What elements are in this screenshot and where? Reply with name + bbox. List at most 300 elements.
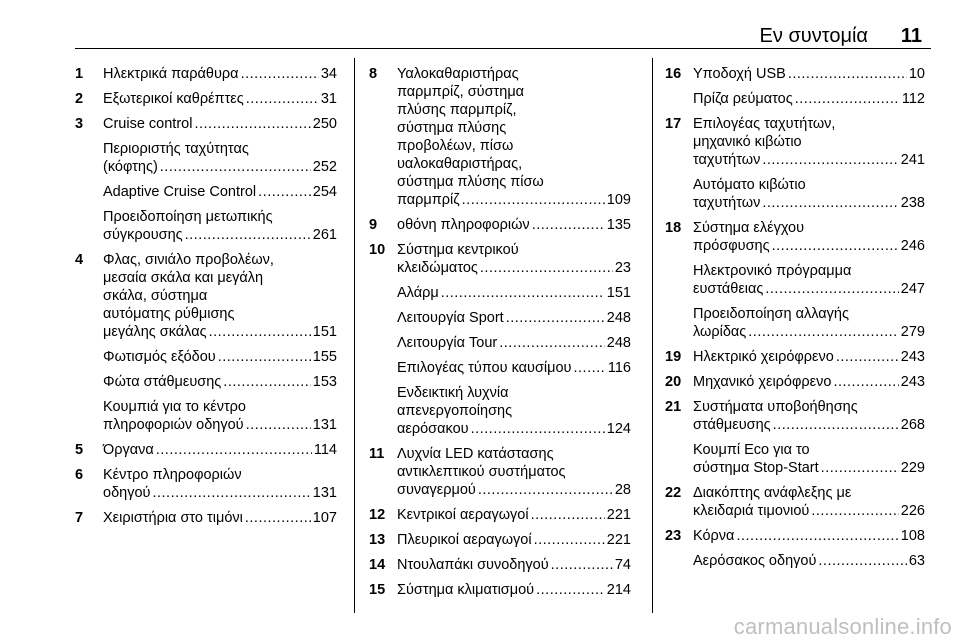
index-entry bbox=[75, 348, 337, 366]
index-entry bbox=[665, 527, 925, 545]
entry-last-line bbox=[693, 280, 925, 298]
index-entry bbox=[665, 65, 925, 83]
page-reference: 10 bbox=[908, 66, 925, 82]
entry-last-line bbox=[397, 309, 631, 327]
index-entry bbox=[665, 176, 925, 212]
entry-text bbox=[693, 262, 925, 298]
entry-label: στάθμευσης bbox=[693, 417, 771, 433]
entry-last-line bbox=[397, 556, 631, 574]
index-entry bbox=[75, 398, 337, 434]
entry-text bbox=[397, 284, 631, 302]
entry-label: Όργανα bbox=[103, 442, 154, 458]
entry-label: Σύστημα κλιματισμού bbox=[397, 582, 535, 598]
entry-text bbox=[103, 208, 337, 244]
entry-line: παρμπρίζ, σύστημα bbox=[397, 84, 525, 100]
item-number: 23 bbox=[665, 528, 682, 544]
index-entry bbox=[75, 251, 337, 341]
entry-label: οδηγού bbox=[103, 485, 151, 501]
item-number bbox=[369, 359, 397, 377]
entry-label: λωρίδας bbox=[693, 324, 747, 340]
entry-text bbox=[397, 241, 631, 277]
dot-leader bbox=[821, 459, 899, 477]
entry-text bbox=[693, 484, 925, 520]
dot-leader bbox=[795, 90, 900, 108]
entry-text bbox=[693, 348, 925, 366]
index-entry bbox=[369, 309, 631, 327]
entry-line: απενεργοποίησης bbox=[397, 403, 513, 419]
entry-label: πρόσφυσης bbox=[693, 238, 770, 254]
entry-text bbox=[693, 65, 925, 83]
entry-last-line bbox=[397, 420, 631, 438]
entry-text bbox=[103, 373, 337, 391]
item-number: 20 bbox=[665, 374, 682, 390]
page-reference: 246 bbox=[900, 238, 925, 254]
entry-text bbox=[693, 441, 925, 477]
entry-line: Υαλοκαθαριστήρας bbox=[397, 66, 519, 82]
dot-leader bbox=[531, 506, 605, 524]
entry-text bbox=[103, 90, 337, 108]
index-entry bbox=[75, 90, 337, 108]
entry-text bbox=[103, 348, 337, 366]
entry-text bbox=[693, 219, 925, 255]
page-reference: 243 bbox=[900, 374, 925, 390]
entry-last-line bbox=[103, 183, 337, 201]
dot-leader bbox=[156, 441, 312, 459]
index-entry bbox=[369, 384, 631, 438]
entry-last-line bbox=[693, 65, 925, 83]
page-reference: 109 bbox=[606, 192, 631, 208]
dot-leader bbox=[836, 348, 899, 366]
entry-line: αυτόματης ρύθμισης bbox=[103, 306, 235, 322]
entry-last-line bbox=[693, 151, 925, 169]
dot-leader bbox=[765, 280, 898, 298]
entry-text bbox=[103, 251, 337, 341]
index-entry bbox=[665, 219, 925, 255]
entry-last-line bbox=[693, 552, 925, 570]
index-entry bbox=[369, 445, 631, 499]
entry-last-line bbox=[103, 65, 337, 83]
page-reference: 31 bbox=[320, 91, 337, 107]
item-number bbox=[665, 552, 693, 570]
entry-label: συναγερμού bbox=[397, 482, 476, 498]
entry-label: Αερόσακος οδηγού bbox=[693, 553, 817, 569]
index-entry bbox=[75, 509, 337, 527]
dot-leader bbox=[811, 502, 898, 520]
entry-line: αντικλεπτικού συστήματος bbox=[397, 464, 566, 480]
entry-last-line bbox=[103, 441, 337, 459]
entry-label: Λειτουργία Tour bbox=[397, 335, 498, 351]
item-number bbox=[665, 262, 693, 298]
page-reference: 279 bbox=[900, 324, 925, 340]
item-number: 17 bbox=[665, 116, 682, 132]
entry-label: Ηλεκτρικό χειρόφρενο bbox=[693, 349, 834, 365]
index-entry bbox=[665, 484, 925, 520]
entry-line: Ενδεικτική λυχνία bbox=[397, 385, 509, 401]
entry-last-line bbox=[397, 191, 631, 209]
entry-label: Φώτα στάθμευσης bbox=[103, 374, 222, 390]
entry-last-line bbox=[693, 323, 925, 341]
entry-label: Φωτισμός εξόδου bbox=[103, 349, 216, 365]
entry-last-line bbox=[397, 359, 631, 377]
entry-line: Διακόπτης ανάφλεξης με bbox=[693, 485, 852, 501]
item-number bbox=[75, 398, 103, 434]
entry-label: Cruise control bbox=[103, 116, 193, 132]
dot-leader bbox=[241, 65, 319, 83]
index-column-2 bbox=[369, 65, 631, 606]
index-entry bbox=[369, 506, 631, 524]
index-entry bbox=[75, 208, 337, 244]
entry-last-line bbox=[693, 348, 925, 366]
entry-text bbox=[397, 556, 631, 574]
entry-label: Ντουλαπάκι συνοδηγού bbox=[397, 557, 549, 573]
entry-label: σύστημα Stop-Start bbox=[693, 460, 819, 476]
entry-text bbox=[103, 183, 337, 201]
item-number: 1 bbox=[75, 66, 84, 82]
page-reference: 238 bbox=[900, 195, 925, 211]
entry-text bbox=[103, 65, 337, 83]
entry-label: Υποδοχή USB bbox=[693, 66, 786, 82]
entry-last-line bbox=[693, 237, 925, 255]
index-entry bbox=[665, 348, 925, 366]
entry-label: κλειδώματος bbox=[397, 260, 478, 276]
dot-leader bbox=[818, 552, 906, 570]
entry-text bbox=[397, 506, 631, 524]
dot-leader bbox=[480, 259, 613, 277]
entry-text bbox=[693, 552, 925, 570]
dot-leader bbox=[245, 509, 311, 527]
item-number: 10 bbox=[369, 242, 386, 258]
entry-line: σύστημα πλύσης πίσω bbox=[397, 174, 544, 190]
entry-text bbox=[397, 445, 631, 499]
entry-last-line bbox=[397, 531, 631, 549]
index-entry bbox=[75, 65, 337, 83]
index-entry bbox=[75, 115, 337, 133]
entry-last-line bbox=[397, 216, 631, 234]
entry-last-line bbox=[693, 502, 925, 520]
page-reference: 34 bbox=[320, 66, 337, 82]
item-number: 19 bbox=[665, 349, 682, 365]
dot-leader bbox=[551, 556, 613, 574]
dot-leader bbox=[246, 90, 319, 108]
entry-text bbox=[693, 90, 925, 108]
entry-line: Συστήματα υποβοήθησης bbox=[693, 399, 858, 415]
item-number bbox=[665, 90, 693, 108]
page-reference: 131 bbox=[312, 485, 337, 501]
page-reference: 28 bbox=[614, 482, 631, 498]
entry-line: Προειδοποίηση αλλαγής bbox=[693, 306, 849, 322]
entry-text bbox=[397, 384, 631, 438]
dot-leader bbox=[762, 194, 898, 212]
entry-text bbox=[693, 115, 925, 169]
entry-text bbox=[103, 466, 337, 502]
entry-line: σύστημα πλύσης bbox=[397, 120, 507, 136]
entry-text bbox=[103, 441, 337, 459]
index-entry bbox=[369, 581, 631, 599]
entry-last-line bbox=[397, 581, 631, 599]
page-reference: 221 bbox=[606, 507, 631, 523]
index-entry bbox=[665, 115, 925, 169]
entry-text bbox=[397, 581, 631, 599]
page-reference: 116 bbox=[607, 360, 631, 376]
item-number bbox=[665, 441, 693, 477]
item-number: 7 bbox=[75, 510, 84, 526]
page-reference: 131 bbox=[312, 417, 337, 433]
column-divider bbox=[652, 58, 653, 613]
entry-line: υαλοκαθαριστήρας, bbox=[397, 156, 523, 172]
item-number bbox=[665, 176, 693, 212]
dot-leader bbox=[246, 416, 311, 434]
entry-last-line bbox=[693, 90, 925, 108]
entry-label: παρμπρίζ bbox=[397, 192, 460, 208]
index-entry bbox=[665, 373, 925, 391]
item-number bbox=[75, 373, 103, 391]
dot-leader bbox=[160, 158, 311, 176]
watermark: carmanualsonline.info bbox=[733, 614, 952, 639]
entry-line: μηχανικό κιβώτιο bbox=[693, 134, 802, 150]
entry-label: ταχυτήτων bbox=[693, 195, 761, 211]
entry-line: Προειδοποίηση μετωπικής bbox=[103, 209, 273, 225]
entry-last-line bbox=[397, 259, 631, 277]
page-reference: 261 bbox=[312, 227, 337, 243]
index-entry bbox=[369, 334, 631, 352]
item-number: 6 bbox=[75, 467, 84, 483]
item-number: 13 bbox=[369, 532, 386, 548]
page-reference: 243 bbox=[900, 349, 925, 365]
entry-line: Κέντρο πληροφοριών bbox=[103, 467, 242, 483]
page-reference: 155 bbox=[312, 349, 337, 365]
item-number: 2 bbox=[75, 91, 84, 107]
entry-line: Κουμπί Eco για το bbox=[693, 442, 810, 458]
dot-leader bbox=[534, 531, 605, 549]
entry-label: Μηχανικό χειρόφρενο bbox=[693, 374, 832, 390]
entry-label: Εξωτερικοί καθρέπτες bbox=[103, 91, 244, 107]
entry-label: Κόρνα bbox=[693, 528, 735, 544]
dot-leader bbox=[218, 348, 311, 366]
entry-text bbox=[397, 359, 631, 377]
page-reference: 252 bbox=[312, 159, 337, 175]
entry-label: Λειτουργία Sport bbox=[397, 310, 504, 326]
entry-label: Ηλεκτρικά παράθυρα bbox=[103, 66, 239, 82]
dot-leader bbox=[471, 420, 605, 438]
dot-leader bbox=[152, 484, 310, 502]
item-number: 8 bbox=[369, 66, 378, 82]
entry-label: πληροφοριών οδηγού bbox=[103, 417, 244, 433]
entry-label: Αλάρμ bbox=[397, 285, 439, 301]
page-header bbox=[0, 0, 960, 48]
item-number: 18 bbox=[665, 220, 682, 236]
index-entry bbox=[369, 359, 631, 377]
item-number: 16 bbox=[665, 66, 682, 82]
entry-text bbox=[397, 334, 631, 352]
item-number bbox=[369, 284, 397, 302]
entry-line: πλύσης παρμπρίζ, bbox=[397, 102, 517, 118]
item-number: 12 bbox=[369, 507, 386, 523]
page-reference: 112 bbox=[901, 91, 925, 107]
page-reference: 229 bbox=[900, 460, 925, 476]
item-number: 11 bbox=[369, 446, 385, 462]
page-reference: 23 bbox=[614, 260, 631, 276]
index-entry bbox=[665, 262, 925, 298]
entry-line: Σύστημα κεντρικού bbox=[397, 242, 519, 258]
entry-label: αερόσακου bbox=[397, 421, 469, 437]
index-entry bbox=[665, 90, 925, 108]
page-reference: 254 bbox=[312, 184, 337, 200]
entry-text bbox=[397, 216, 631, 234]
entry-last-line bbox=[397, 284, 631, 302]
entry-text bbox=[397, 531, 631, 549]
page-reference: 153 bbox=[312, 374, 337, 390]
dot-leader bbox=[258, 183, 311, 201]
index-entry bbox=[75, 140, 337, 176]
item-number: 5 bbox=[75, 442, 84, 458]
item-number bbox=[369, 309, 397, 327]
item-number bbox=[369, 334, 397, 352]
entry-last-line bbox=[103, 158, 337, 176]
item-number: 14 bbox=[369, 557, 386, 573]
dot-leader bbox=[499, 334, 605, 352]
index-entry bbox=[75, 466, 337, 502]
entry-line: Ηλεκτρονικό πρόγραμμα bbox=[693, 263, 852, 279]
page-reference: 241 bbox=[900, 152, 925, 168]
index-entry bbox=[369, 531, 631, 549]
page-reference: 107 bbox=[312, 510, 337, 526]
entry-label: σύγκρουσης bbox=[103, 227, 183, 243]
entry-text bbox=[103, 140, 337, 176]
index-entry bbox=[75, 441, 337, 459]
entry-last-line bbox=[693, 527, 925, 545]
index-entry bbox=[369, 284, 631, 302]
entry-text bbox=[693, 527, 925, 545]
entry-label: Χειριστήρια στο τιμόνι bbox=[103, 510, 243, 526]
entry-last-line bbox=[103, 509, 337, 527]
dot-leader bbox=[532, 216, 605, 234]
dot-leader bbox=[478, 481, 613, 499]
index-entry bbox=[665, 398, 925, 434]
entry-text bbox=[693, 373, 925, 391]
page-reference: 135 bbox=[606, 217, 631, 233]
entry-line: Αυτόματο κιβώτιο bbox=[693, 177, 806, 193]
entry-line: Λυχνία LED κατάστασης bbox=[397, 446, 554, 462]
page-reference: 248 bbox=[606, 335, 631, 351]
entry-last-line bbox=[103, 90, 337, 108]
entry-label: μεγάλης σκάλας bbox=[103, 324, 207, 340]
section-title: Εν συντομία bbox=[759, 25, 868, 47]
page-reference: 268 bbox=[900, 417, 925, 433]
dot-leader bbox=[772, 237, 899, 255]
index-entry bbox=[369, 556, 631, 574]
index-entry bbox=[665, 441, 925, 477]
entry-last-line bbox=[693, 373, 925, 391]
item-number bbox=[75, 183, 103, 201]
dot-leader bbox=[223, 373, 311, 391]
entry-last-line bbox=[103, 226, 337, 244]
entry-last-line bbox=[103, 484, 337, 502]
entry-last-line bbox=[397, 334, 631, 352]
dot-leader bbox=[736, 527, 898, 545]
item-number: 22 bbox=[665, 485, 682, 501]
item-number bbox=[75, 208, 103, 244]
index-entry bbox=[75, 373, 337, 391]
dot-leader bbox=[833, 373, 898, 391]
dot-leader bbox=[185, 226, 311, 244]
entry-text bbox=[397, 65, 631, 209]
entry-last-line bbox=[397, 506, 631, 524]
entry-text bbox=[103, 509, 337, 527]
page-reference: 108 bbox=[900, 528, 925, 544]
page-reference: 221 bbox=[606, 532, 631, 548]
dot-leader bbox=[462, 191, 605, 209]
entry-last-line bbox=[103, 323, 337, 341]
item-number bbox=[665, 305, 693, 341]
entry-last-line bbox=[693, 194, 925, 212]
item-number: 3 bbox=[75, 116, 84, 132]
entry-text bbox=[693, 305, 925, 341]
index-entry bbox=[665, 552, 925, 570]
index-entry bbox=[369, 241, 631, 277]
entry-line: σκάλα, σύστημα bbox=[103, 288, 208, 304]
item-number: 4 bbox=[75, 252, 84, 268]
entry-line: Κουμπιά για το κέντρο bbox=[103, 399, 246, 415]
dot-leader bbox=[773, 416, 899, 434]
dot-leader bbox=[506, 309, 605, 327]
entry-text bbox=[397, 309, 631, 327]
index-column-3 bbox=[665, 65, 925, 577]
index-entry bbox=[665, 305, 925, 341]
entry-line: Σύστημα ελέγχου bbox=[693, 220, 805, 236]
page-reference: 151 bbox=[606, 285, 631, 301]
entry-label: (κόφτης) bbox=[103, 159, 158, 175]
entry-text bbox=[693, 176, 925, 212]
page-number: 11 bbox=[900, 25, 922, 47]
entry-label: κλειδαριά τιμονιού bbox=[693, 503, 810, 519]
entry-line: Επιλογέας ταχυτήτων, bbox=[693, 116, 836, 132]
entry-last-line bbox=[397, 481, 631, 499]
entry-last-line bbox=[103, 115, 337, 133]
item-number bbox=[369, 384, 397, 438]
entry-last-line bbox=[693, 416, 925, 434]
entry-text bbox=[693, 398, 925, 434]
dot-leader bbox=[441, 284, 605, 302]
page-reference: 114 bbox=[313, 442, 337, 458]
dot-leader bbox=[209, 323, 311, 341]
entry-label: ευστάθειας bbox=[693, 281, 764, 297]
page-reference: 74 bbox=[614, 557, 631, 573]
dot-leader bbox=[748, 323, 899, 341]
page-reference: 226 bbox=[900, 503, 925, 519]
entry-label: Επιλογέας τύπου καυσίμου bbox=[397, 360, 572, 376]
entry-label: Κεντρικοί αεραγωγοί bbox=[397, 507, 529, 523]
entry-label: Πρίζα ρεύματος bbox=[693, 91, 793, 107]
page-reference: 151 bbox=[312, 324, 337, 340]
page-reference: 247 bbox=[900, 281, 925, 297]
entry-last-line bbox=[103, 348, 337, 366]
entry-last-line bbox=[103, 373, 337, 391]
entry-label: οθόνη πληροφοριών bbox=[397, 217, 530, 233]
item-number: 9 bbox=[369, 217, 378, 233]
index-entry bbox=[369, 65, 631, 209]
page-reference: 63 bbox=[908, 553, 925, 569]
item-number bbox=[75, 348, 103, 366]
entry-line: μεσαία σκάλα και μεγάλη bbox=[103, 270, 264, 286]
entry-text bbox=[103, 115, 337, 133]
item-number: 15 bbox=[369, 582, 386, 598]
entry-last-line bbox=[693, 459, 925, 477]
entry-label: Adaptive Cruise Control bbox=[103, 184, 257, 200]
page-reference: 250 bbox=[312, 116, 337, 132]
entry-label: ταχυτήτων bbox=[693, 152, 761, 168]
entry-text bbox=[103, 398, 337, 434]
entry-last-line bbox=[103, 416, 337, 434]
